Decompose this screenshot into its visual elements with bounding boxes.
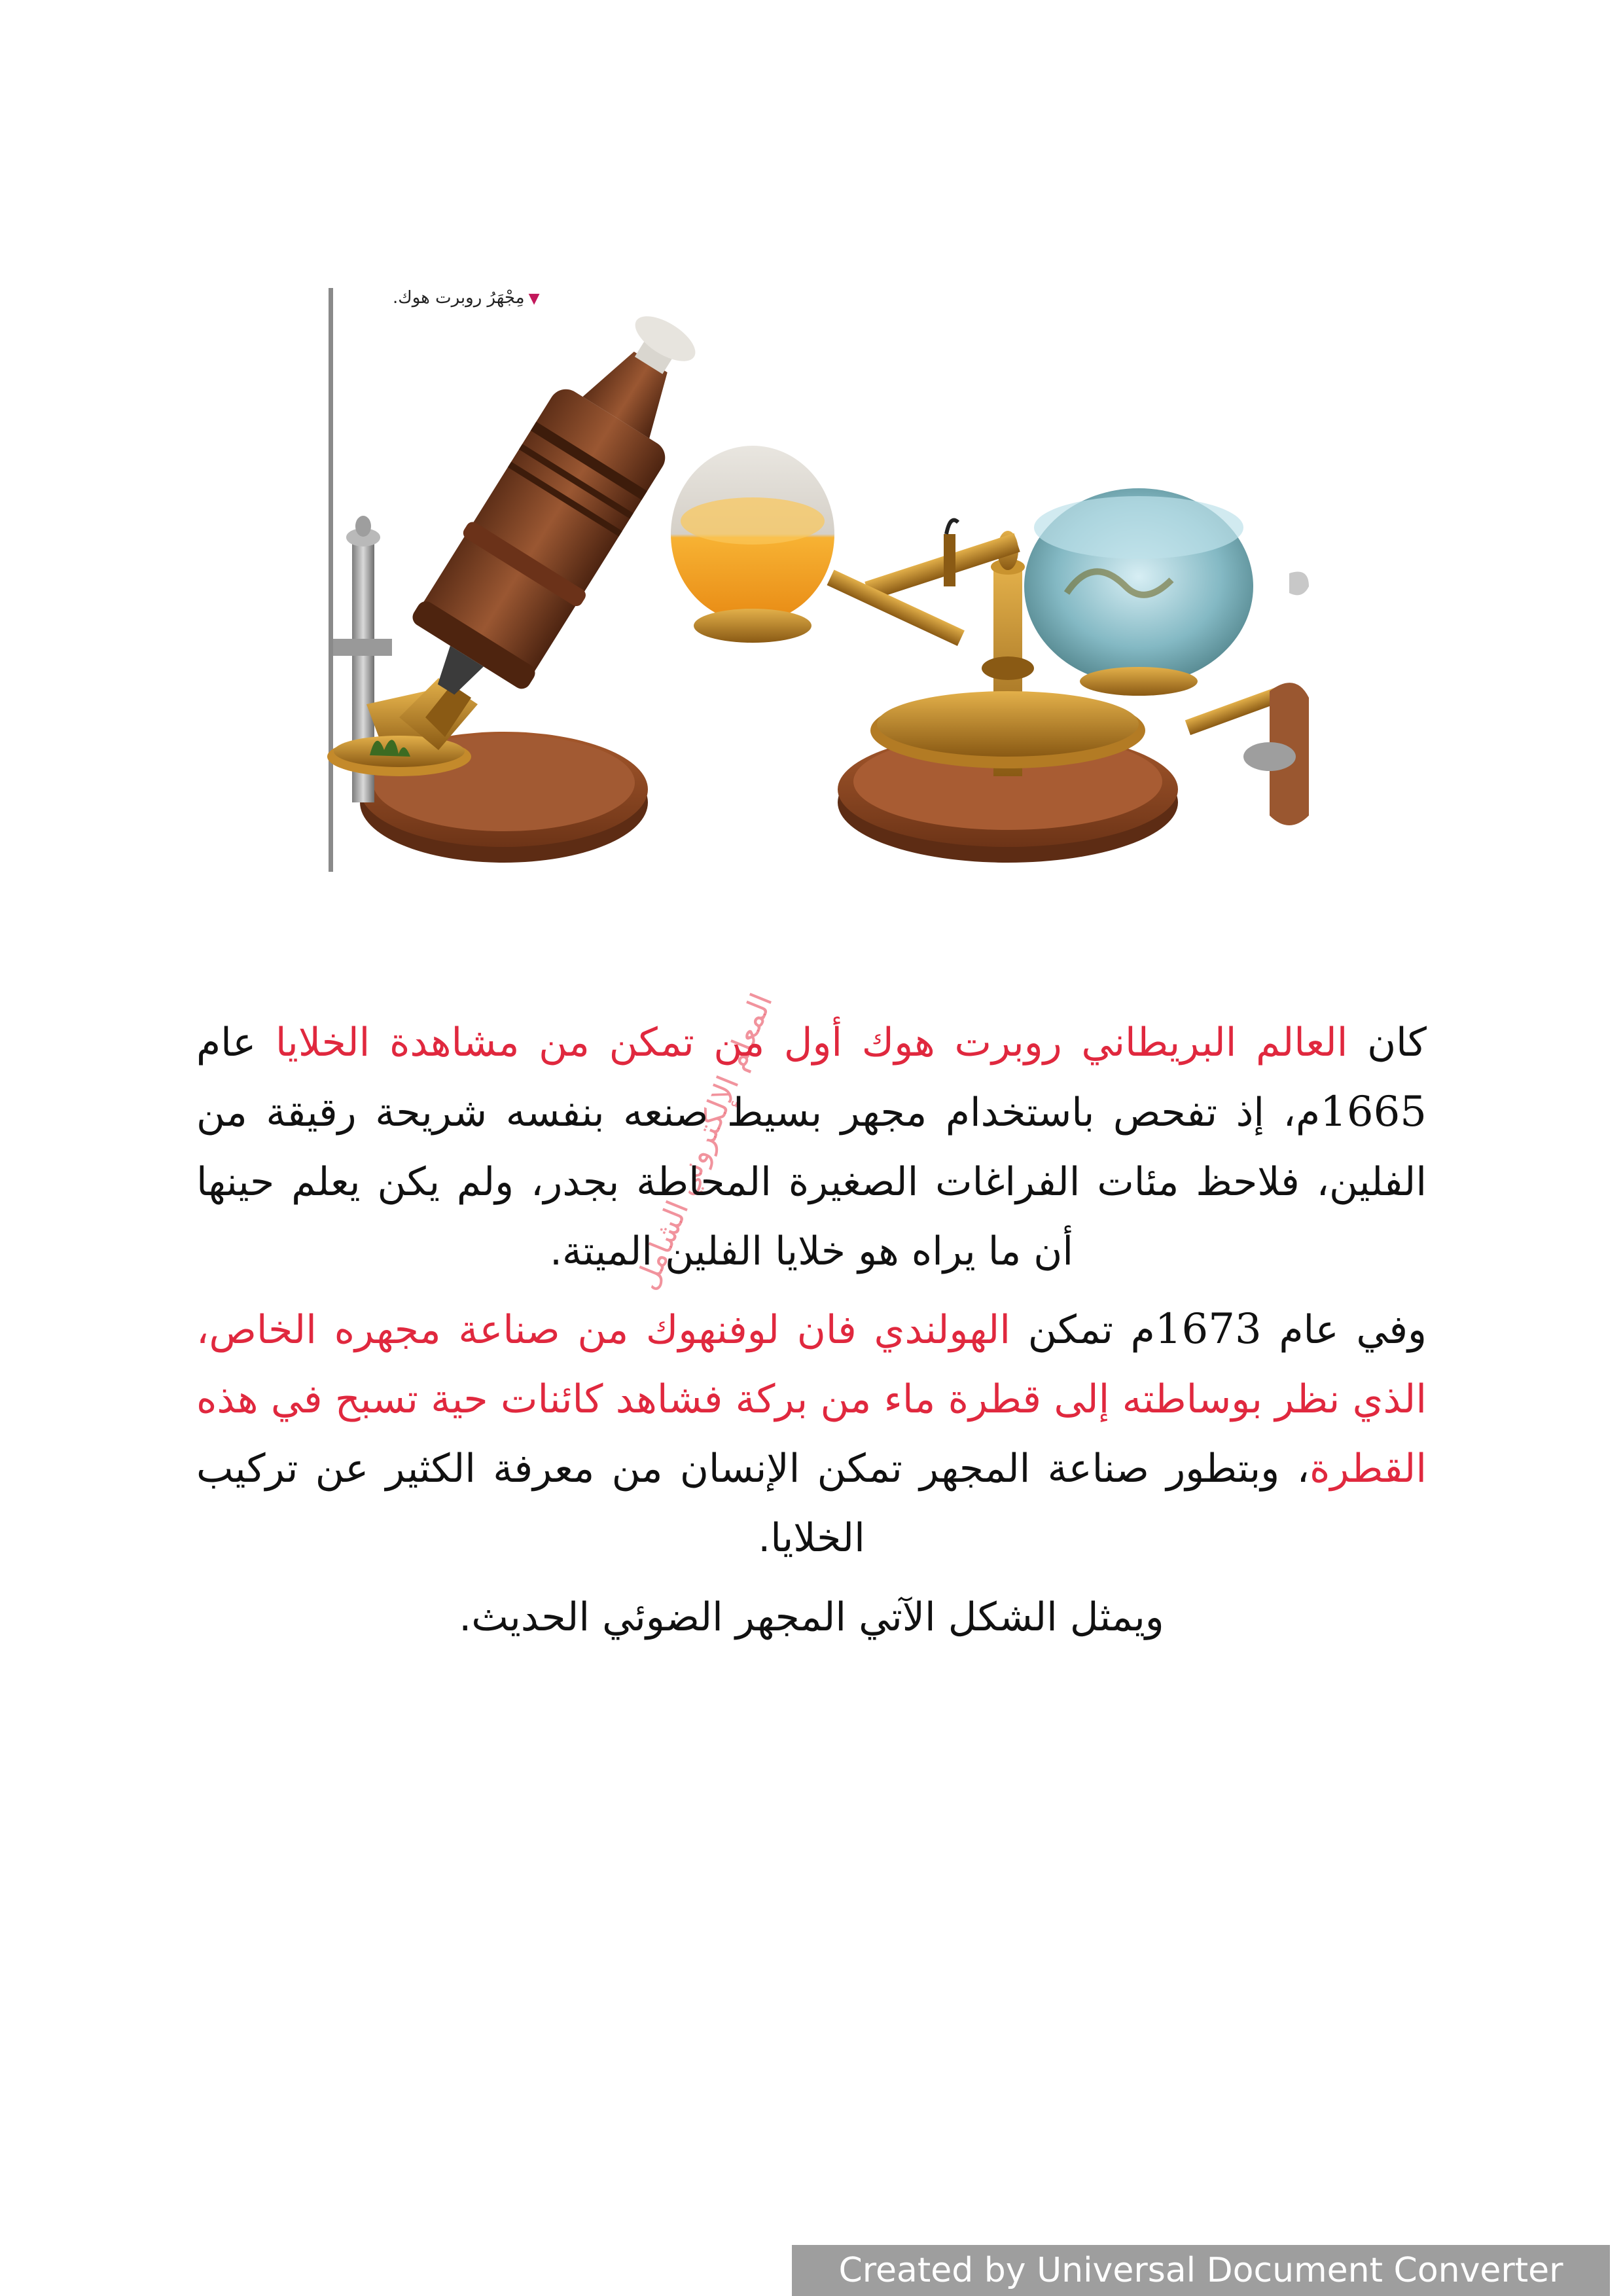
watermark-text: المعلم الإلكتروني الشامل (628, 988, 779, 1295)
p3-text: ويمثل الشكل الآتي المجهر الضوئي الحديث. (459, 1594, 1164, 1640)
microscope-illustration (327, 285, 1309, 874)
figure-caption-text: مِجْهَرُ روبرت هوك. (393, 288, 525, 308)
p1-highlight: العالم البريطاني روبرت هوك أول من تمكن من مشاهدة الخلايا (275, 1020, 1348, 1066)
converter-badge-text: Created by Universal Document Converter (838, 2251, 1563, 2290)
figure-border-line (329, 288, 333, 872)
paragraph-hooke (196, 1008, 1427, 1286)
p1-segment-4: م، إذ تفحص باستخدام مجهر بسيط صنعه بنفسه شريحة رقيقة من الفلين، فلاحظ مئات الفراغات الصغيرة المحاطة بجدر، ولم يكن يعلم حينها أن ما يراه هو خلايا الفلين الميتة. (196, 1090, 1427, 1274)
p1-segment-1: كان (1347, 1020, 1427, 1066)
p2-year: 1673 (1154, 1305, 1262, 1354)
caption-triangle-icon: ▼ (528, 291, 540, 307)
paragraph-modern-microscope (196, 1583, 1427, 1652)
p1-segment-3: عام (196, 1020, 276, 1066)
p2-segment-4: ، وبتطور صناعة المجهر تمكن الإنسان من معرفة الكثير عن تركيب الخلايا. (196, 1446, 1310, 1561)
figure-caption (393, 288, 540, 308)
p2-highlight: الهولندي فان لوفنهوك من صناعة مجهره الخاص، الذي نظر بوساطته إلى قطرة ماء من بركة فشاهد كائنات حية تسبح في هذه القطرة (196, 1307, 1427, 1492)
p2-segment-1: وفي عام (1261, 1307, 1427, 1353)
p2-segment-2: م تمكن (1010, 1307, 1155, 1353)
converter-badge (792, 2245, 1610, 2296)
hooke-lamp-apparatus (671, 446, 1309, 863)
hooke-microscope (327, 289, 732, 863)
p1-year: 1665 (1320, 1088, 1427, 1136)
microscope-drawing (327, 285, 1309, 874)
paragraph-leeuwenhoek (196, 1295, 1427, 1573)
